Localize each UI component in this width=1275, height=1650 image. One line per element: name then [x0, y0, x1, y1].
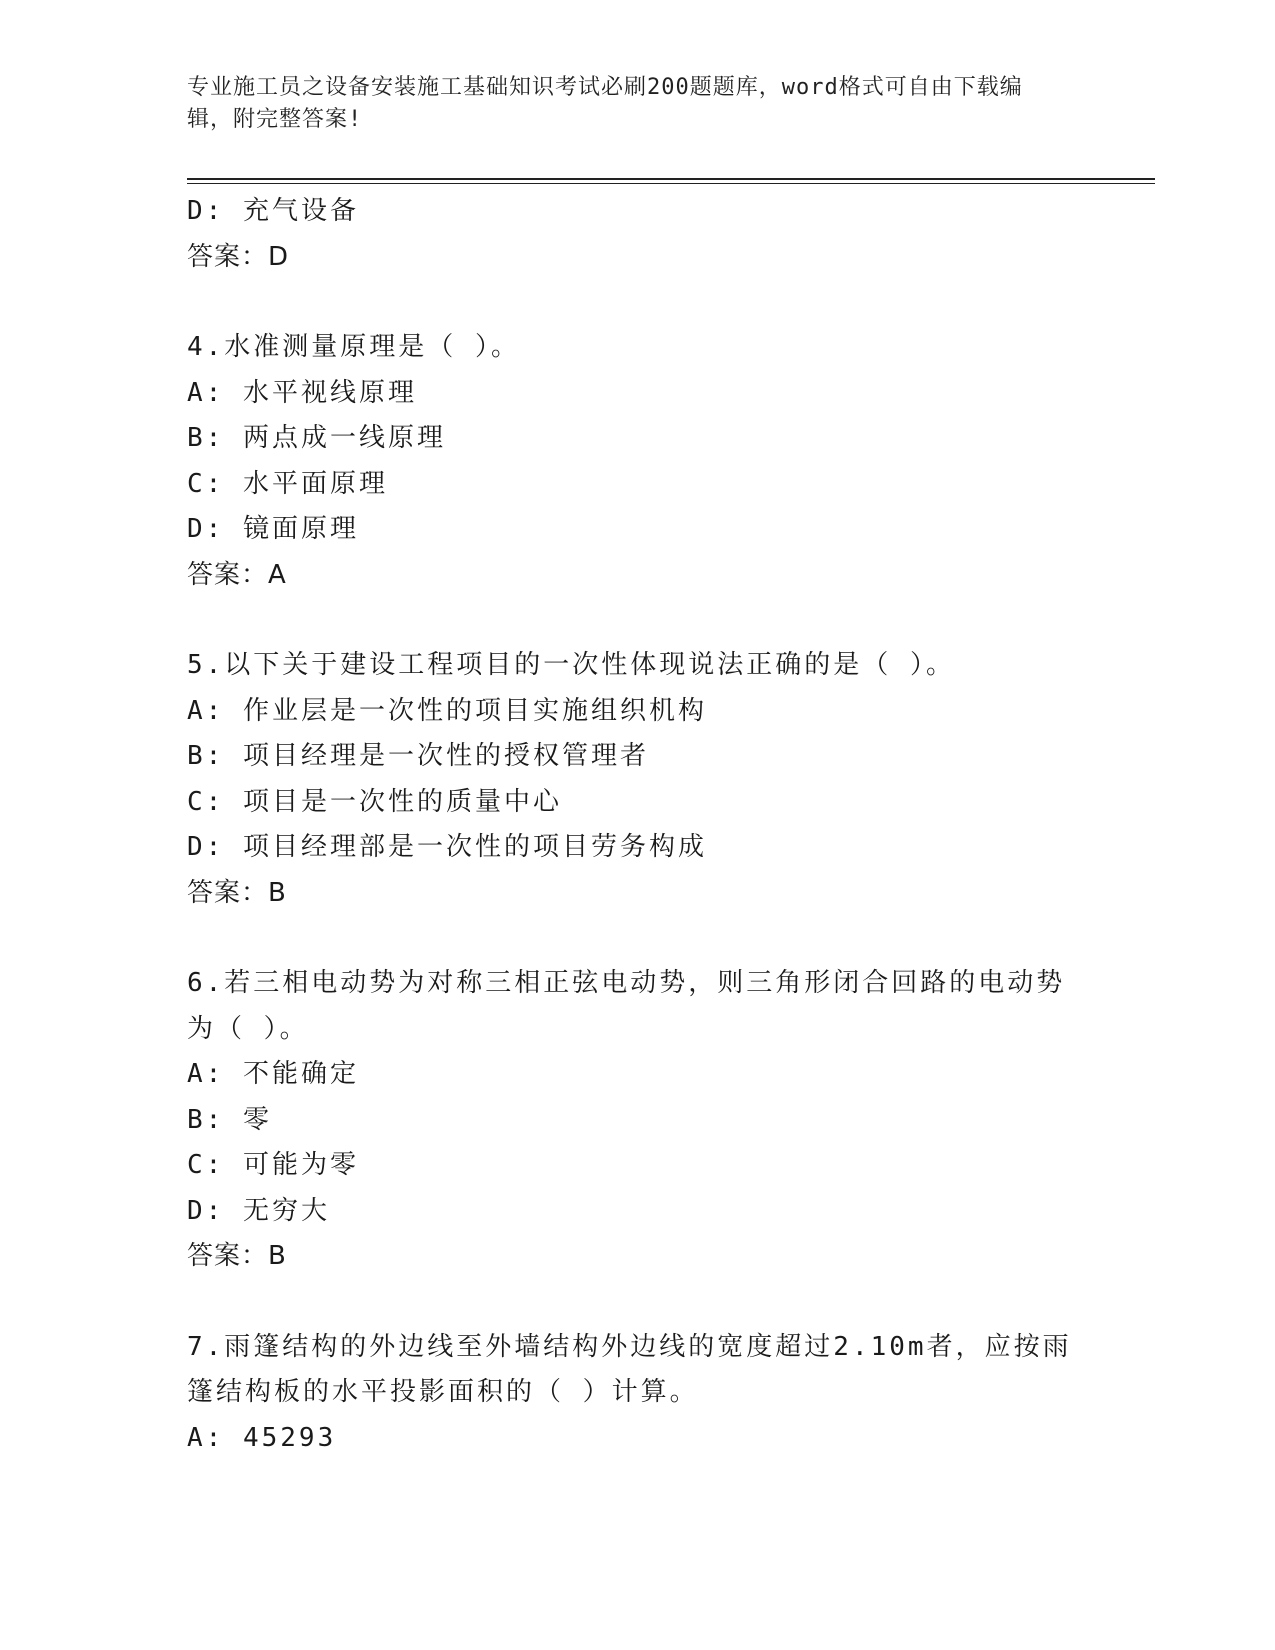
option-b: B: 项目经理是一次性的授权管理者	[187, 741, 649, 771]
option-c: C: 可能为零	[187, 1150, 359, 1180]
page-header: 专业施工员之设备安装施工基础知识考试必刷200题题库，word格式可自由下载编辑，附完整答案!	[187, 75, 1023, 132]
option-d: D: 项目经理部是一次性的项目劳务构成	[187, 832, 707, 862]
answer-line: 答案：B	[187, 1241, 287, 1271]
option-a: A: 作业层是一次性的项目实施组织机构	[187, 695, 707, 726]
option-c: C: 水平面原理	[187, 468, 388, 499]
question-stem-line-2: 为（ ）。	[187, 1013, 309, 1044]
option-d: D: 镜面原理	[187, 514, 359, 544]
answer-line: 答案：D	[187, 241, 290, 272]
answer-line: 答案：B	[187, 877, 287, 908]
question-stem: 4.水准测量原理是（ ）。	[187, 332, 520, 362]
question-stem: 5.以下关于建设工程项目的一次性体现说法正确的是（ ）。	[187, 650, 955, 680]
spacer	[187, 598, 1067, 643]
option-d: D: 充气设备	[187, 196, 359, 226]
question-stem-line-1: 7.雨篷结构的外边线至外墙结构外边线的宽度超过2.10m者，应按雨	[187, 1331, 1072, 1362]
option-d: D: 无穷大	[187, 1195, 330, 1226]
question-stem-line-2: 篷结构板的水平投影面积的（ ）计算。	[187, 1377, 699, 1407]
spacer	[187, 280, 1067, 325]
option-b: B: 两点成一线原理	[187, 423, 446, 453]
header-divider-thin	[187, 183, 1155, 184]
option-b: B: 零	[187, 1104, 272, 1135]
spacer	[187, 1280, 1067, 1325]
header-divider-thick	[187, 178, 1155, 180]
question-stem-line-1: 6.若三相电动势为对称三相正弦电动势，则三角形闭合回路的电动势	[187, 968, 1066, 998]
spacer	[187, 916, 1067, 961]
option-a: A: 不能确定	[187, 1059, 359, 1089]
answer-line: 答案：A	[187, 559, 287, 590]
question-content	[187, 189, 1072, 1461]
option-a: A: 水平视线原理	[187, 377, 417, 408]
option-c: C: 项目是一次性的质量中心	[187, 786, 562, 817]
option-a: A: 45293	[187, 1422, 337, 1453]
